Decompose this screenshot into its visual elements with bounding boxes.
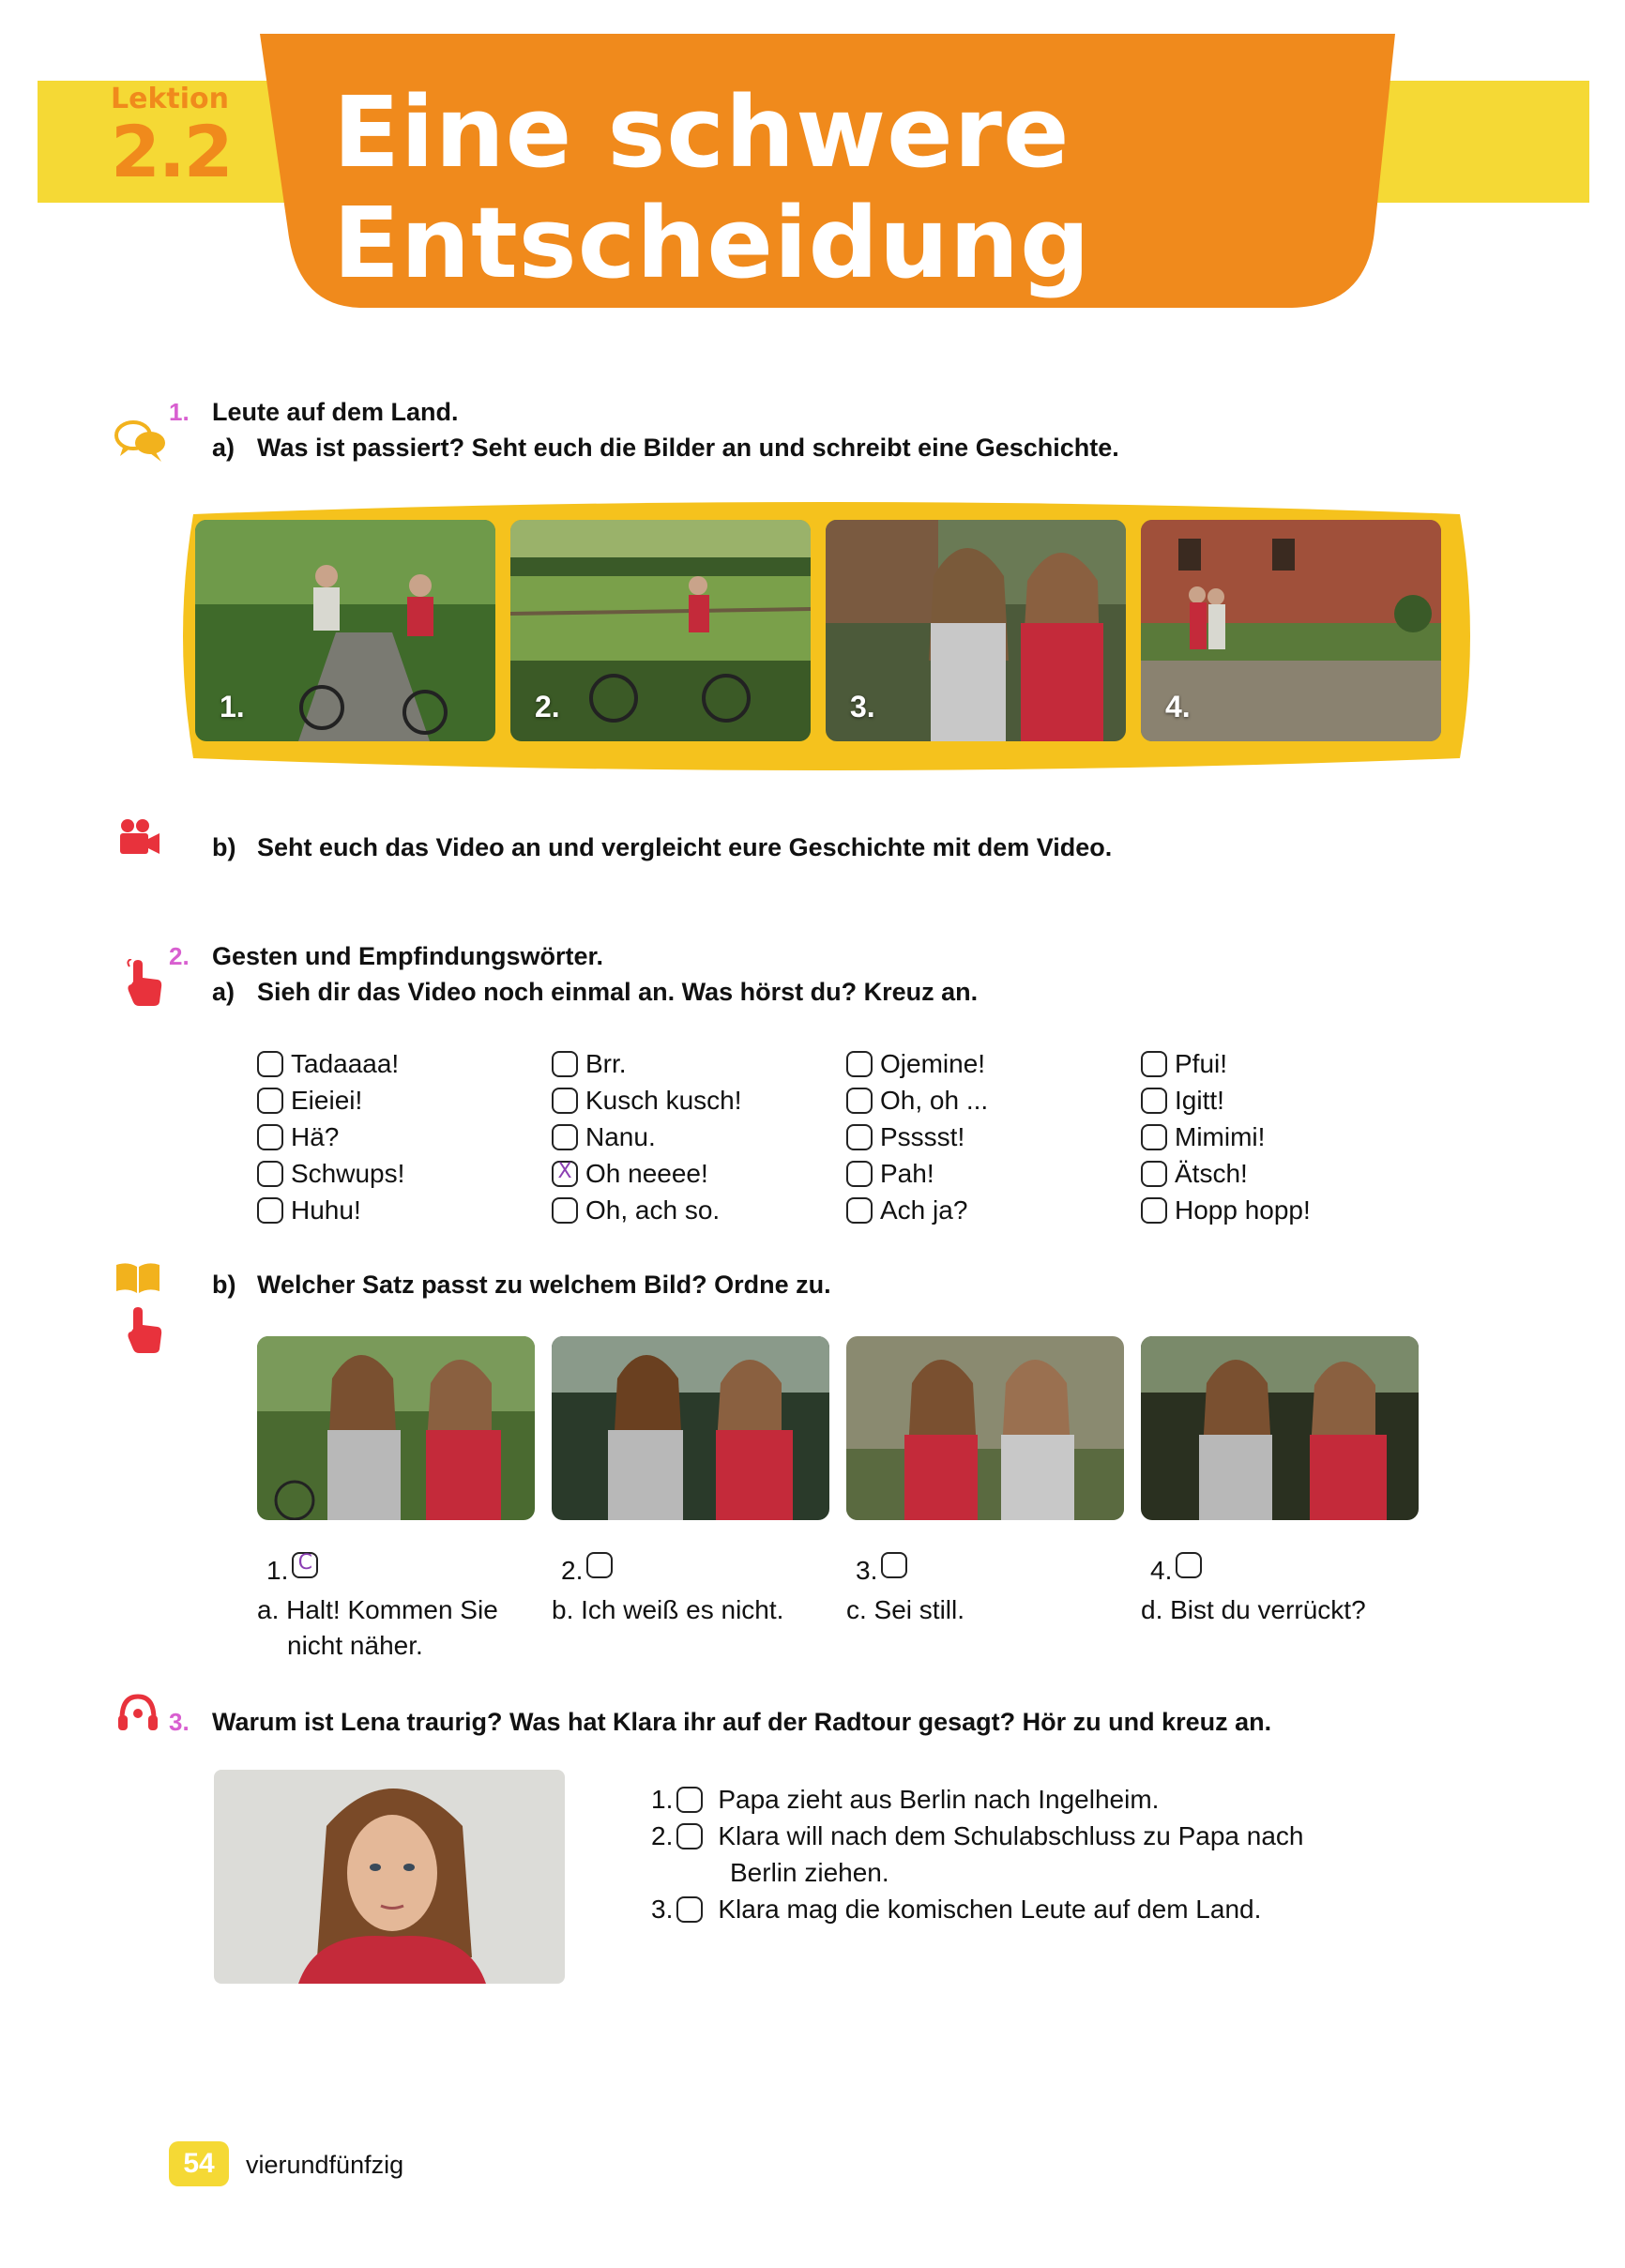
interjection-option[interactable]	[257, 1195, 361, 1225]
interjection-option[interactable]	[1141, 1086, 1224, 1116]
interjection-label: Tadaaaa!	[291, 1049, 400, 1078]
interjection-option[interactable]	[257, 1159, 404, 1189]
open-book-icon	[114, 1261, 161, 1295]
checkbox[interactable]	[552, 1088, 578, 1114]
interjection-label: Brr.	[585, 1049, 627, 1078]
match-checkbox[interactable]	[292, 1552, 318, 1578]
match-checkbox[interactable]	[586, 1552, 613, 1578]
match-number: 4.	[1150, 1556, 1173, 1585]
checkbox[interactable]	[676, 1823, 703, 1849]
statement-text: Papa zieht aus Berlin nach Ingelheim.	[718, 1785, 1160, 1814]
exercise-1-number: 1.	[169, 398, 190, 426]
match-answer-4[interactable]	[1150, 1556, 1209, 1586]
interjection-label: Ätsch!	[1175, 1159, 1248, 1188]
page-title	[333, 77, 1365, 298]
page-number-word: vierundfünfzig	[246, 2151, 404, 2179]
checkbox[interactable]	[846, 1197, 873, 1224]
interjection-option[interactable]	[1141, 1195, 1311, 1225]
statement-option[interactable]	[651, 1895, 1261, 1925]
interjection-label: Igitt!	[1175, 1086, 1224, 1115]
match-answer-1[interactable]	[266, 1551, 326, 1586]
statement-option[interactable]	[651, 1821, 1303, 1851]
match-answer-3[interactable]	[856, 1556, 915, 1586]
checkbox[interactable]	[257, 1161, 283, 1187]
exercise-2a-label: a)	[212, 978, 235, 1006]
interjection-option[interactable]	[257, 1049, 399, 1079]
photo-3-label: 3.	[850, 690, 875, 723]
match-sentence-continued: nicht näher.	[287, 1631, 423, 1660]
interjection-label: Nanu.	[585, 1122, 656, 1151]
match-answer-2[interactable]	[561, 1556, 620, 1586]
exercise-3-title: Warum ist Lena traurig? Was hat Klara ihr auf der Radtour gesagt? Hör zu und kreuz an.	[212, 1708, 1272, 1736]
page-number: 54	[169, 2141, 229, 2186]
story-photo-3	[826, 520, 1126, 741]
exercise-3-number: 3.	[169, 1708, 190, 1736]
checkbox[interactable]	[257, 1051, 283, 1077]
checkbox[interactable]	[552, 1161, 578, 1187]
checkbox[interactable]	[846, 1161, 873, 1187]
story-photo-4	[1141, 520, 1441, 741]
match-sentence: b. Ich weiß es nicht.	[552, 1595, 784, 1624]
exercise-1-title: Leute auf dem Land.	[212, 398, 459, 426]
statement-number: 2.	[651, 1821, 674, 1850]
interjection-label: Hopp hopp!	[1175, 1195, 1311, 1225]
interjection-option[interactable]	[1141, 1049, 1227, 1079]
interjection-option[interactable]	[846, 1159, 934, 1189]
interjection-option[interactable]	[552, 1049, 627, 1079]
checkbox-mark: C	[297, 1551, 313, 1575]
match-photo-4	[1141, 1336, 1419, 1520]
checkbox[interactable]	[257, 1197, 283, 1224]
interjection-label: Oh, oh ...	[880, 1086, 989, 1115]
story-photo-1	[195, 520, 495, 741]
statement-number: 3.	[651, 1895, 674, 1924]
interjection-option[interactable]	[552, 1195, 720, 1225]
pointing-hand-icon	[126, 1306, 163, 1355]
checkbox[interactable]	[1141, 1124, 1167, 1150]
checkbox[interactable]	[257, 1124, 283, 1150]
statement-number: 1.	[651, 1785, 674, 1814]
exercise-2b-text: Welcher Satz passt zu welchem Bild? Ordne zu.	[257, 1271, 831, 1299]
checkbox[interactable]	[552, 1124, 578, 1150]
interjection-label: Mimimi!	[1175, 1122, 1266, 1151]
statement-option[interactable]	[651, 1785, 1159, 1815]
exercise-2-title: Gesten und Empfindungswörter.	[212, 942, 604, 970]
checkbox[interactable]	[552, 1197, 578, 1224]
exercise-1b-label: b)	[212, 833, 236, 861]
interjection-option[interactable]	[552, 1122, 656, 1152]
lena-portrait-photo	[214, 1770, 565, 1984]
lektion-label: Lektion	[111, 83, 230, 115]
match-photo-1	[257, 1336, 535, 1520]
match-sentence: a. Halt! Kommen Sie	[257, 1595, 498, 1624]
match-number: 3.	[856, 1556, 878, 1585]
video-camera-icon	[118, 818, 161, 856]
exercise-2b-label: b)	[212, 1271, 236, 1299]
statement-text-continued: Berlin ziehen.	[730, 1858, 889, 1887]
match-sentence: d. Bist du verrückt?	[1141, 1595, 1366, 1624]
match-checkbox[interactable]	[1176, 1552, 1202, 1578]
checkbox[interactable]	[676, 1787, 703, 1813]
match-checkbox[interactable]	[881, 1552, 907, 1578]
checkbox[interactable]	[257, 1088, 283, 1114]
photo-4-label: 4.	[1165, 690, 1191, 723]
interjection-label: Eieiei!	[291, 1086, 363, 1115]
exercise-2a-text: Sieh dir das Video noch einmal an. Was hörst du? Kreuz an.	[257, 978, 979, 1006]
interjection-option[interactable]	[846, 1049, 985, 1079]
interjection-option[interactable]	[1141, 1122, 1265, 1152]
checkbox[interactable]	[1141, 1197, 1167, 1224]
interjection-label: Oh neeee!	[585, 1159, 708, 1188]
title-line-1: Eine schwere	[333, 75, 1071, 190]
interjection-label: Ach ja?	[880, 1195, 968, 1225]
interjection-option[interactable]	[846, 1122, 964, 1152]
headphones-icon	[116, 1693, 159, 1736]
exercise-1a-label: a)	[212, 434, 235, 462]
interjection-label: Psssst!	[880, 1122, 965, 1151]
interjection-option[interactable]	[846, 1195, 967, 1225]
photo-2-label: 2.	[535, 690, 560, 723]
checkbox[interactable]	[1141, 1051, 1167, 1077]
match-photo-2	[552, 1336, 829, 1520]
interjection-label: Pfui!	[1175, 1049, 1228, 1078]
interjection-option[interactable]	[1141, 1159, 1248, 1189]
interjection-label: Schwups!	[291, 1159, 405, 1188]
interjection-label: Ojemine!	[880, 1049, 986, 1078]
checkbox[interactable]	[1141, 1088, 1167, 1114]
interjection-label: Pah!	[880, 1159, 934, 1188]
interjection-option[interactable]	[257, 1122, 339, 1152]
checkbox[interactable]	[676, 1896, 703, 1923]
interjection-label: Hä?	[291, 1122, 340, 1151]
interjection-option[interactable]	[257, 1086, 362, 1116]
checkbox[interactable]	[846, 1124, 873, 1150]
speech-bubbles-icon	[114, 419, 167, 464]
statement-text: Klara will nach dem Schulabschluss zu Papa nach	[718, 1821, 1304, 1850]
lektion-number: 2.2	[111, 110, 232, 193]
interjection-option[interactable]	[552, 1086, 742, 1116]
exercise-2-number: 2.	[169, 942, 190, 970]
match-sentence: c. Sei still.	[846, 1595, 965, 1624]
interjection-option[interactable]	[846, 1086, 988, 1116]
photo-1-label: 1.	[220, 690, 245, 723]
match-number: 1.	[266, 1556, 289, 1585]
interjection-option[interactable]	[552, 1159, 708, 1189]
checkbox[interactable]	[846, 1051, 873, 1077]
interjection-label: Kusch kusch!	[585, 1086, 742, 1115]
match-photo-3	[846, 1336, 1124, 1520]
story-photo-2	[510, 520, 811, 741]
checkbox-mark: X	[557, 1160, 572, 1183]
checkbox[interactable]	[1141, 1161, 1167, 1187]
title-line-2: Entscheidung	[333, 186, 1091, 300]
checkbox[interactable]	[846, 1088, 873, 1114]
pointing-hand-icon	[126, 959, 163, 1008]
checkbox[interactable]	[552, 1051, 578, 1077]
statement-text: Klara mag die komischen Leute auf dem Land.	[718, 1895, 1262, 1924]
interjection-label: Huhu!	[291, 1195, 361, 1225]
exercise-1a-text: Was ist passiert? Seht euch die Bilder an und schreibt eine Geschichte.	[257, 434, 1119, 462]
match-number: 2.	[561, 1556, 584, 1585]
exercise-1b-text: Seht euch das Video an und vergleicht eure Geschichte mit dem Video.	[257, 833, 1113, 861]
interjection-label: Oh, ach so.	[585, 1195, 721, 1225]
